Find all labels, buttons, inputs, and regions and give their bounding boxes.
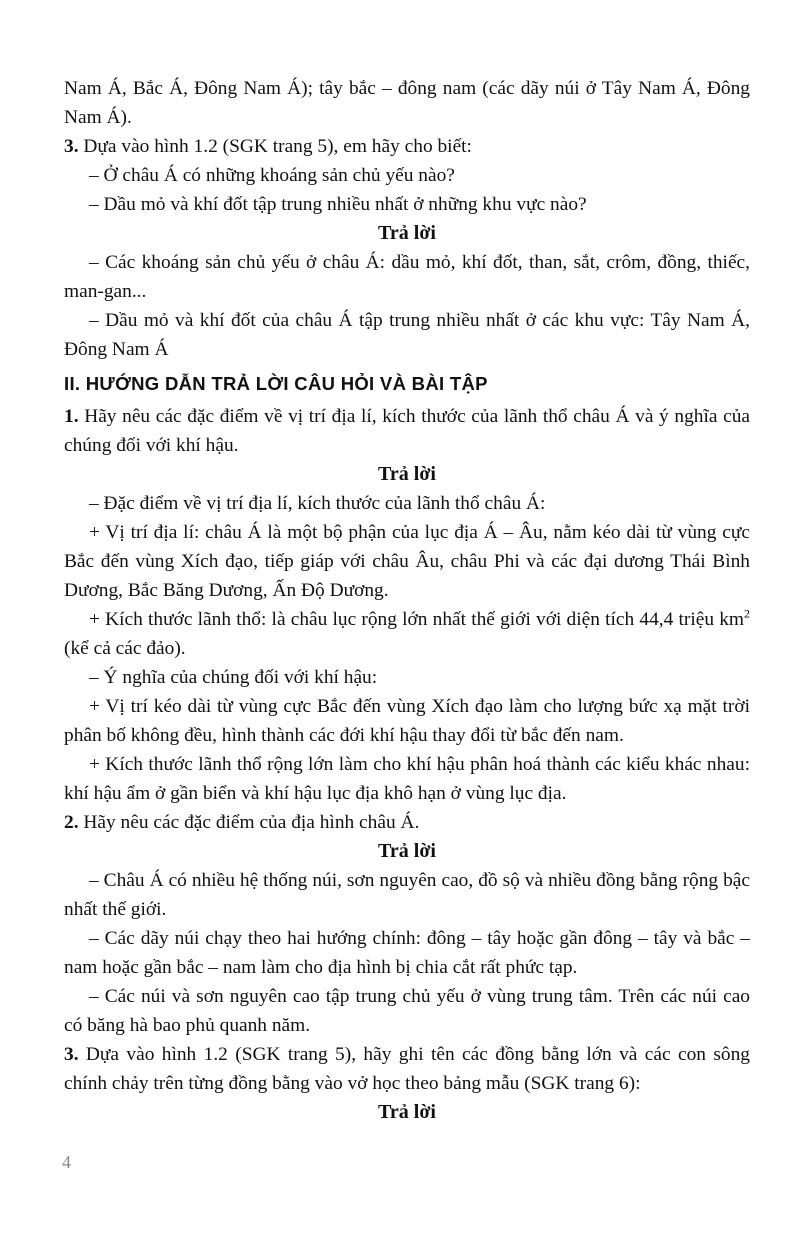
answer-heading: Trả lời — [378, 463, 436, 485]
question-text: Hãy nêu các đặc điểm về vị trí địa lí, kích thước của lãnh thổ châu Á và ý nghĩa của chúng đối với khí hậu. — [64, 406, 750, 456]
superscript: 2 — [744, 606, 750, 621]
answer-heading: Trả lời — [378, 840, 436, 862]
list-item: – Châu Á có nhiều hệ thống núi, sơn nguyên cao, đồ sộ và nhiều đồng bằng rộng bậc nhất thế giới. — [64, 870, 750, 920]
question-text: Hãy nêu các đặc điểm của địa hình châu Á. — [83, 812, 420, 833]
answer-heading: Trả lời — [378, 222, 436, 244]
list-item: + Vị trí kéo dài từ vùng cực Bắc đến vùng Xích đạo làm cho lượng bức xạ mặt trời phân bố không đều, hình thành các đới khí hậu thay đổi từ bắc đến nam. — [64, 696, 750, 746]
list-item: – Dầu mỏ và khí đốt tập trung nhiều nhất ở những khu vực nào? — [89, 194, 587, 215]
list-item: + Vị trí địa lí: châu Á là một bộ phận của lục địa Á – Âu, nằm kéo dài từ vùng cực Bắc đến vùng Xích đạo, tiếp giáp với châu Âu, châu Phi và các đại dương Thái Bình Dương, Bắc Băng Dương, Ấn Độ Dương. — [64, 522, 750, 601]
list-item: – Các dãy núi chạy theo hai hướng chính: đông – tây hoặc gần đông – tây và bắc – nam hoặc gần bắc – nam làm cho địa hình bị chia cắt rất phức tạp. — [64, 928, 750, 978]
list-item: – Ở châu Á có những khoáng sản chủ yếu nào? — [89, 165, 455, 186]
list-item: – Các núi và sơn nguyên cao tập trung chủ yếu ở vùng trung tâm. Trên các núi cao có băng hà bao phủ quanh năm. — [64, 986, 750, 1036]
page-content — [64, 74, 750, 1127]
question-text: Dựa vào hình 1.2 (SGK trang 5), hãy ghi tên các đồng bằng lớn và các con sông chính chảy trên từng đồng bằng vào vở học theo bảng mẫu (SGK trang 6): — [64, 1044, 750, 1094]
list-item — [64, 605, 750, 663]
answer-heading: Trả lời — [378, 1101, 436, 1123]
question-text: Dựa vào hình 1.2 (SGK trang 5), em hãy cho biết: — [83, 136, 472, 157]
list-item: + Kích thước lãnh thổ rộng lớn làm cho khí hậu phân hoá thành các kiểu khác nhau: khí hậu ẩm ở gần biển và khí hậu lục địa khô hạn ở vùng lục địa. — [64, 754, 750, 804]
list-item: – Dầu mỏ và khí đốt của châu Á tập trung nhiều nhất ở các khu vực: Tây Nam Á, Đông Nam Á — [64, 310, 750, 360]
question-2 — [64, 808, 750, 837]
list-item-text: + Kích thước lãnh thổ: là châu lục rộng lớn nhất thế giới với diện tích 44,4 triệu km — [89, 609, 744, 630]
question-number: 3. — [64, 1044, 79, 1065]
question-number: 3. — [64, 136, 79, 157]
list-item-text: (kể cả các đảo). — [64, 638, 186, 659]
question-1 — [64, 402, 750, 460]
question-number: 2. — [64, 812, 79, 833]
question-3b — [64, 1040, 750, 1098]
paragraph: Nam Á, Bắc Á, Đông Nam Á); tây bắc – đông nam (các dãy núi ở Tây Nam Á, Đông Nam Á). — [64, 78, 750, 128]
list-item: – Các khoáng sản chủ yếu ở châu Á: dầu mỏ, khí đốt, than, sắt, crôm, đồng, thiếc, man-gan... — [64, 252, 750, 302]
page-number: 4 — [62, 1152, 71, 1172]
section-heading: II. HƯỚNG DẪN TRẢ LỜI CÂU HỎI VÀ BÀI TẬP — [64, 373, 488, 394]
list-item: – Ý nghĩa của chúng đối với khí hậu: — [89, 667, 378, 688]
question-number: 1. — [64, 406, 79, 427]
list-item: – Đặc điểm về vị trí địa lí, kích thước của lãnh thổ châu Á: — [89, 493, 546, 514]
question-3 — [64, 132, 750, 161]
